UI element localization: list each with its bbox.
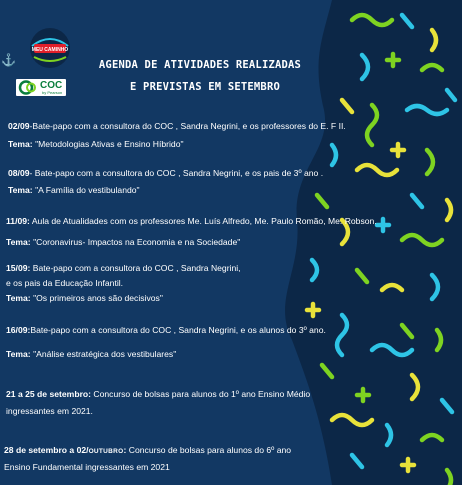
agenda-item-0-tema: [8, 139, 184, 149]
item-date: 02/09: [8, 121, 30, 131]
tema-text: "A Família do vestibulando": [32, 185, 140, 195]
bolsas-text: Concurso de bolsas para alunos do 1º ano Ensino Médio: [91, 389, 311, 399]
agenda-item-1-tema: [8, 185, 140, 195]
item-date: 16/09:: [6, 325, 31, 335]
agenda-item-4-tema: [6, 349, 176, 359]
agenda-item-2: [6, 216, 377, 226]
bolsas-1ano-line2: ingressantes em 2021.: [6, 406, 93, 416]
decorative-pattern: [262, 0, 462, 485]
tema-label: Tema:: [6, 349, 31, 359]
item-date: 08/09: [8, 168, 30, 178]
agenda-item-3: [6, 263, 241, 273]
item-text: Bate-papo com a consultora do COC , Sandra Negrini,: [30, 263, 241, 273]
bolsas-date: 28 de setembro a 02/: [4, 445, 89, 455]
agenda-item-4: [6, 325, 326, 335]
item-text: - Bate-papo com a consultora do COC , Sandra Negrini, e os pais de 3º ano .: [29, 168, 324, 178]
title-line-2: E PREVISTAS EM SETEMBRO: [130, 81, 280, 93]
agenda-item-3-line2: e os pais da Educação Infantil.: [6, 278, 124, 288]
agenda-item-3-tema: [6, 293, 163, 303]
title-line-1: AGENDA DE ATIVIDADES REALIZADAS: [98, 59, 302, 71]
tema-text: "Coronavirus- Impactos na Economia e na Sociedade": [30, 237, 241, 247]
bolsas-text: Concurso de bolsas para alunos do 6º ano: [126, 445, 292, 455]
bolsas-1ano: [6, 389, 310, 399]
tema-text: "Os primeiros anos são decisivos": [30, 293, 163, 303]
tema-label: Tema:: [8, 139, 33, 149]
item-text: Aula de Atualidades com os professores Me. Luís Alfredo, Me. Paulo Romão, Me. Robson.: [29, 216, 377, 226]
tema-label: Tema:: [6, 293, 31, 303]
item-text: -Bate-papo com a consultora do COC , Sandra Negrini, e os professores do E. F II.: [29, 121, 346, 131]
bolsas-6ano: [4, 445, 291, 455]
coc-logo-sub: by Pearson: [42, 90, 63, 95]
item-text: Bate-papo com a consultora do COC , Sandra Negrini, e os alunos do 3º ano.: [30, 325, 326, 335]
bolsas-date: 21 a 25 de setembro:: [6, 389, 92, 399]
tema-label: Tema:: [8, 185, 33, 195]
tema-text: "Análise estratégica dos vestibulares": [30, 349, 177, 359]
agenda-item-0: [8, 121, 346, 131]
agenda-item-2-tema: [6, 237, 240, 247]
item-date: 15/09:: [6, 263, 31, 273]
svg-text:MEU CAMINHO: MEU CAMINHO: [31, 47, 69, 53]
bolsas-date-end: :: [123, 445, 127, 455]
item-date: 11/09:: [6, 216, 30, 226]
bolsas-6ano-line2: Ensino Fundamental ingressantes em 2021: [4, 462, 170, 472]
coc-logo-text: COC: [40, 80, 63, 91]
bolsas-month: OUTUBRO: [88, 448, 124, 455]
agenda-item-1: [8, 168, 323, 178]
tema-text: "Metodologias Ativas e Ensino Híbrido": [32, 139, 184, 149]
tema-label: Tema:: [6, 237, 31, 247]
anchor-icon: ⚓: [1, 53, 16, 67]
